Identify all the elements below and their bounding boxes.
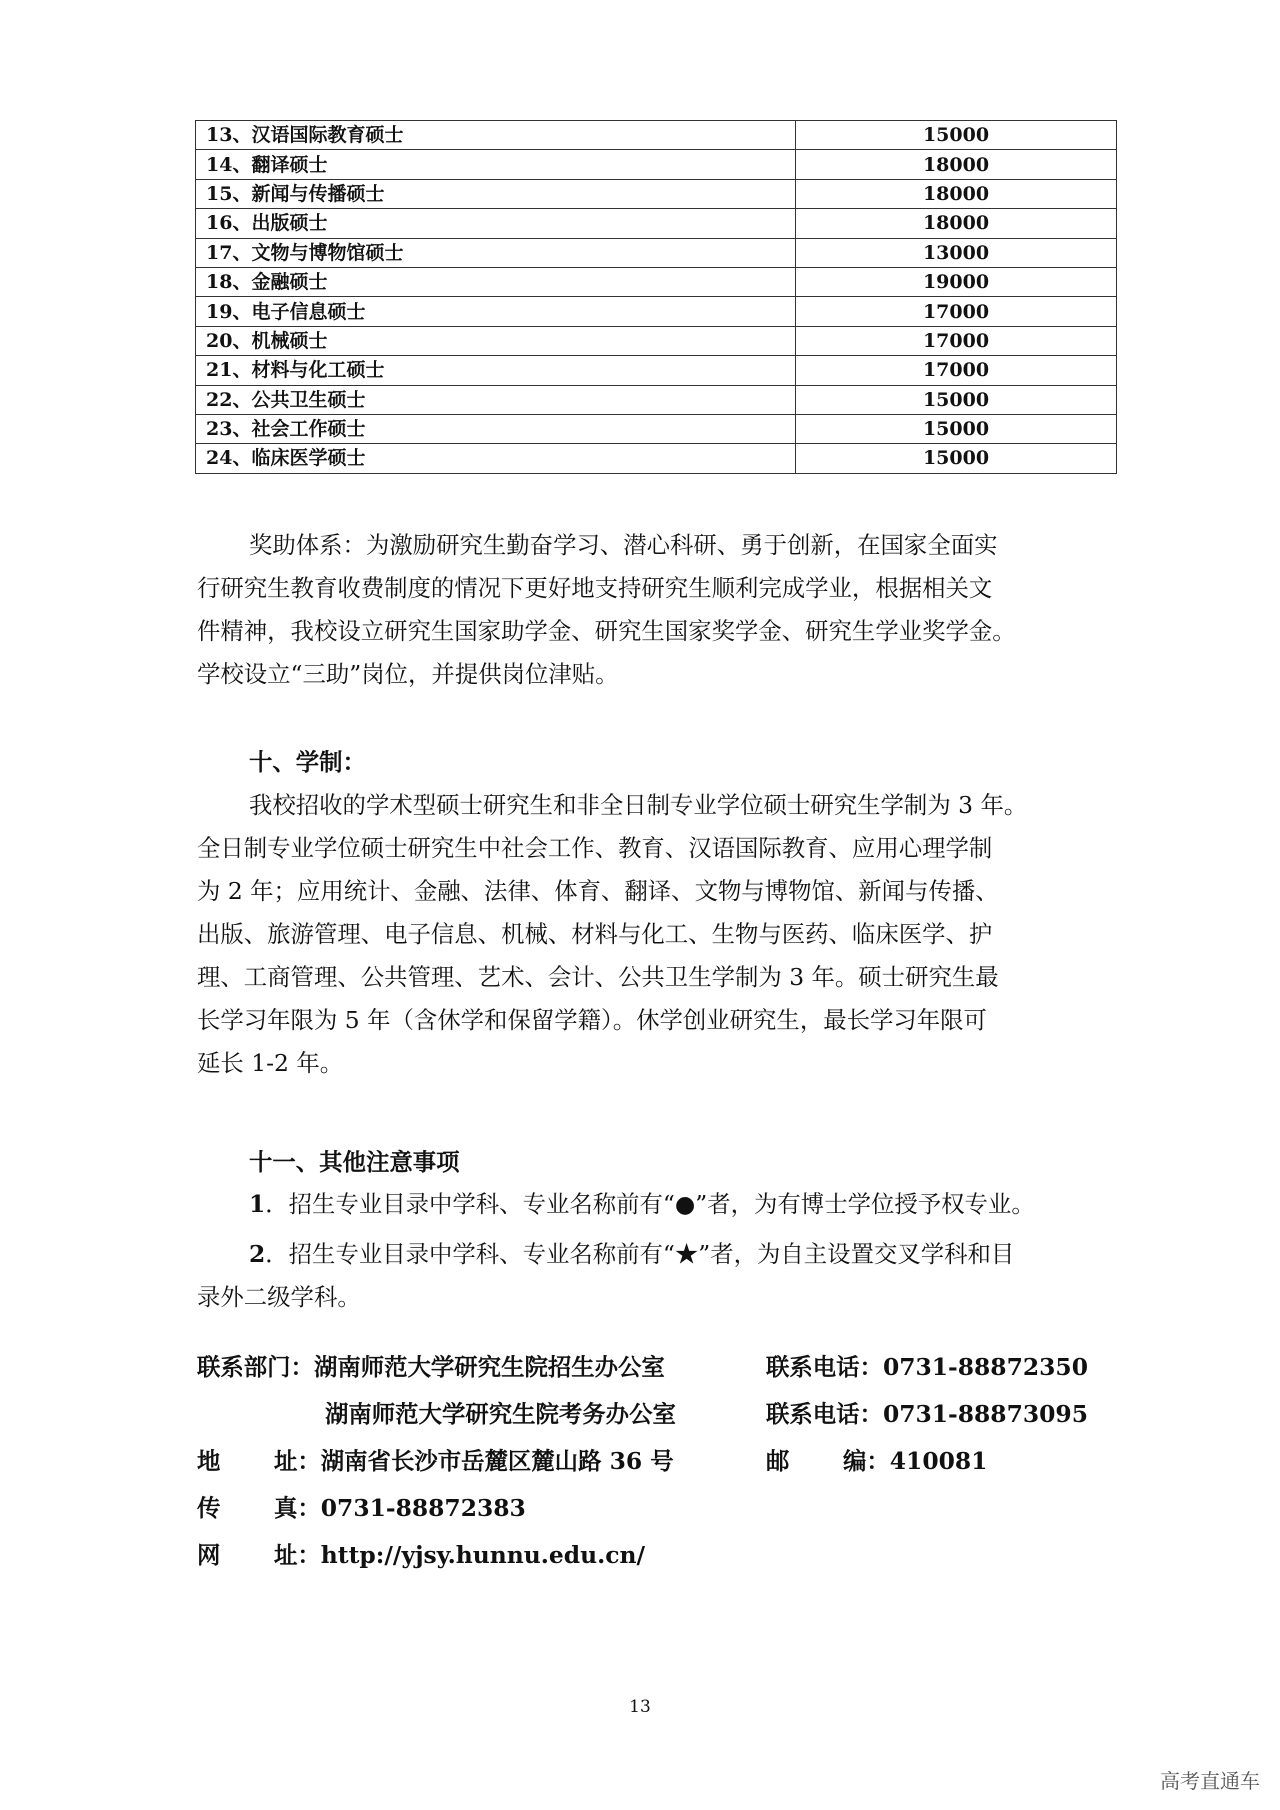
contact-web-row: [197, 1540, 645, 1570]
tuition-fee-cell: 19000: [796, 267, 1117, 296]
tuition-fee-table: [195, 120, 1117, 474]
program-name-cell: 14、翻译硕士: [196, 150, 796, 179]
tuition-fee-cell: 15000: [796, 444, 1117, 473]
section-10-body: [197, 784, 1095, 1085]
contact-dept-1: 湖南师范大学研究生院招生办公室: [313, 1353, 665, 1381]
program-name-cell: 22、公共卫生硕士: [196, 385, 796, 414]
section-10-line: 为 2 年；应用统计、金融、法律、体育、翻译、文物与博物馆、新闻与传播、: [197, 877, 999, 905]
section-10-heading: 十、学制：: [249, 748, 366, 776]
tuition-fee-cell: 17000: [796, 297, 1117, 326]
tuition-fee-cell: 15000: [796, 385, 1117, 414]
fax-label-a: 传: [197, 1494, 221, 1522]
fee-table-row: [196, 209, 1117, 238]
tuition-fee-cell: 17000: [796, 356, 1117, 385]
tuition-fee-cell: 18000: [796, 209, 1117, 238]
web-label-a: 网: [197, 1541, 221, 1569]
fee-table-row: [196, 267, 1117, 296]
note-2-continued: 录外二级学科。: [197, 1283, 361, 1311]
contact-phone-row-1: [766, 1352, 1088, 1382]
section-10-line: 理、工商管理、公共管理、艺术、会计、公共卫生学制为 3 年。硕士研究生最: [197, 963, 999, 991]
fee-table-row: [196, 414, 1117, 443]
fee-table-row: [196, 297, 1117, 326]
contact-website[interactable]: http://yjsy.hunnu.edu.cn/: [320, 1541, 646, 1569]
tuition-fee-cell: 18000: [796, 150, 1117, 179]
section-10-line: 长学习年限为 5 年（含休学和保留学籍）。休学创业研究生，最长学习年限可: [197, 1006, 987, 1034]
contact-phone-1: 0731-88872350: [882, 1353, 1088, 1381]
contact-fax-row: [197, 1493, 526, 1523]
contact-fax: 0731-88872383: [320, 1494, 526, 1522]
program-name-cell: 13、汉语国际教育硕士: [196, 121, 796, 150]
tuition-fee-cell: 17000: [796, 326, 1117, 355]
section-10-line: 出版、旅游管理、电子信息、机械、材料与化工、生物与医药、临床医学、护: [197, 920, 993, 948]
section-10-line: 全日制专业学位硕士研究生中社会工作、教育、汉语国际教育、应用心理学制: [197, 834, 993, 862]
program-name-cell: 23、社会工作硕士: [196, 414, 796, 443]
contact-phone-row-2: [766, 1399, 1088, 1429]
zip-label-a: 邮: [766, 1447, 790, 1475]
watermark: 高考直通车: [1160, 1769, 1260, 1793]
tuition-fee-cell: 18000: [796, 179, 1117, 208]
section-11-heading: 十一、其他注意事项: [249, 1148, 460, 1176]
program-name-cell: 20、机械硕士: [196, 326, 796, 355]
note-1: [197, 1183, 1095, 1226]
fee-table-row: [196, 385, 1117, 414]
fee-table-row: [196, 179, 1117, 208]
fax-label-b: 真：: [274, 1494, 321, 1522]
program-name-cell: 15、新闻与传播硕士: [196, 179, 796, 208]
program-name-cell: 17、文物与博物馆硕士: [196, 238, 796, 267]
program-name-cell: 24、临床医学硕士: [196, 444, 796, 473]
contact-phone-label: 联系电话：: [766, 1353, 883, 1381]
address-label-a: 地: [197, 1447, 221, 1475]
contact-dept-row-1: [197, 1352, 665, 1382]
program-name-cell: 18、金融硕士: [196, 267, 796, 296]
note-2: [197, 1233, 1095, 1276]
tuition-fee-cell: 15000: [796, 121, 1117, 150]
contact-address-row: [197, 1446, 674, 1476]
contact-address: 湖南省长沙市岳麓区麓山路 36 号: [320, 1447, 674, 1475]
tuition-fee-cell: 15000: [796, 414, 1117, 443]
section-10-line: 延长 1-2 年。: [197, 1049, 344, 1077]
section-10-line: 我校招收的学术型硕士研究生和非全日制专业学位硕士研究生学制为 3 年。: [249, 791, 1028, 819]
fee-table-row: [196, 121, 1117, 150]
contact-phone-2: 0731-88873095: [882, 1400, 1088, 1428]
fee-table-row: [196, 444, 1117, 473]
contact-dept-2: 湖南师范大学研究生院考务办公室: [325, 1400, 676, 1428]
scholarship-line: 件精神，我校设立研究生国家助学金、研究生国家奖学金、研究生学业奖学金。: [197, 617, 1016, 645]
note-2-number: 2: [249, 1240, 266, 1268]
fee-table-row: [196, 356, 1117, 385]
scholarship-line: 学校设立“三助”岗位，并提供岗位津贴。: [197, 660, 619, 688]
contact-zip: 410081: [889, 1447, 988, 1475]
web-label-b: 址：: [274, 1541, 321, 1569]
fee-table-row: [196, 326, 1117, 355]
program-name-cell: 19、电子信息硕士: [196, 297, 796, 326]
note-1-number: 1: [249, 1190, 266, 1218]
contact-phone-label: 联系电话：: [766, 1400, 883, 1428]
fee-table-row: [196, 238, 1117, 267]
note-1-text: ．招生专业目录中学科、专业名称前有“●”者，为有博士学位授予权专业。: [265, 1190, 1035, 1218]
program-name-cell: 16、出版硕士: [196, 209, 796, 238]
scholarship-paragraph: [197, 524, 1095, 696]
program-name-cell: 21、材料与化工硕士: [196, 356, 796, 385]
contact-zip-row: [766, 1446, 987, 1476]
fee-table-row: [196, 150, 1117, 179]
page-number: 13: [629, 1697, 651, 1717]
zip-label-b: 编：: [843, 1447, 890, 1475]
tuition-fee-cell: 13000: [796, 238, 1117, 267]
contact-dept-label: 联系部门：: [197, 1353, 314, 1381]
note-2-text: ．招生专业目录中学科、专业名称前有“★”者，为自主设置交叉学科和目: [265, 1240, 1015, 1268]
address-label-b: 址：: [274, 1447, 321, 1475]
scholarship-line: 行研究生教育收费制度的情况下更好地支持研究生顺利完成学业，根据相关文: [197, 574, 993, 602]
scholarship-line: 奖助体系：为激励研究生勤奋学习、潜心科研、勇于创新，在国家全面实: [249, 531, 998, 559]
